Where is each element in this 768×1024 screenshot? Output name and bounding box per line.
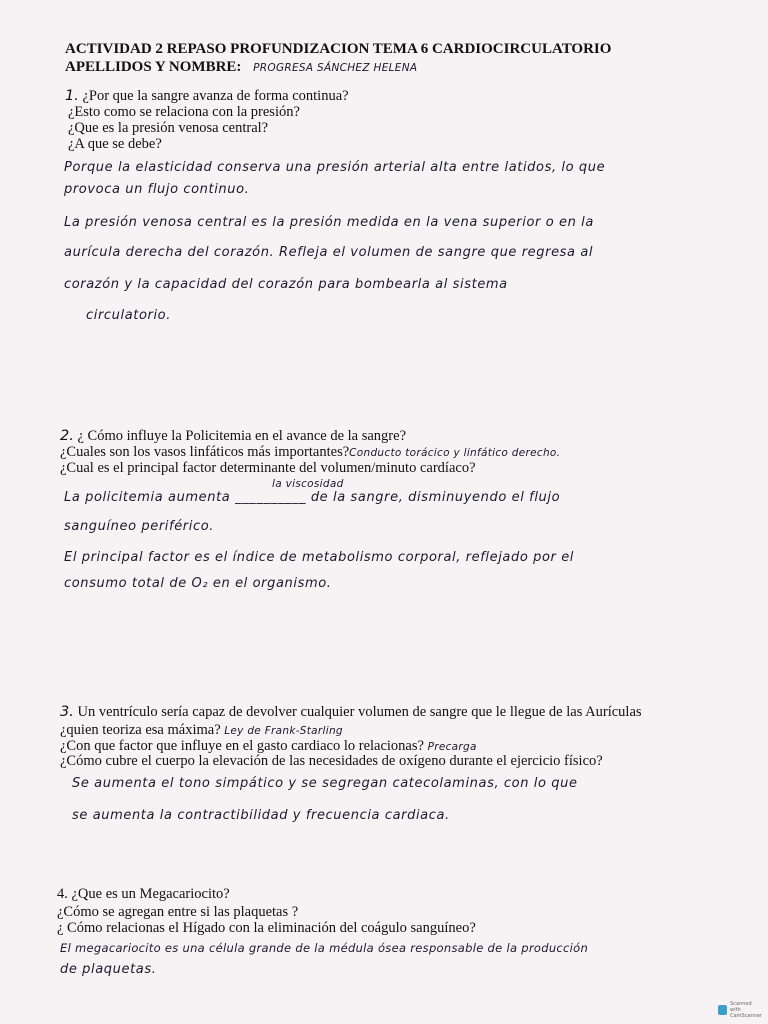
q3-line-3: ¿Con que factor que influye en el gasto cardiaco lo relacionas? Precarga: [60, 738, 477, 754]
q1-answer-line-3: La presión venosa central es la presión medida en la vena superior o en la: [64, 215, 594, 230]
q3-answer-line-2: se aumenta la contractibilidad y frecuencia cardiaca.: [72, 808, 450, 823]
q1-answer-line-1: Porque la elasticidad conserva una presión arterial alta entre latidos, lo que: [64, 160, 606, 175]
q1-line-1: 1. ¿Por que la sangre avanza de forma continua?: [65, 88, 349, 104]
q3-line-4: ¿Cómo cubre el cuerpo la elevación de las necesidades de oxígeno durante el ejercicio físico?: [60, 753, 603, 769]
q2-line-1: 2. ¿ Cómo influye la Policitemia en el avance de la sangre?: [60, 428, 407, 444]
q1-answer-line-4: aurícula derecha del corazón. Refleja el volumen de sangre que regresa al: [64, 245, 594, 260]
q3-line-3-answer: Precarga: [427, 741, 477, 753]
name-line: [65, 58, 611, 77]
q2-answer-line-3: El principal factor es el índice de metabolismo corporal, reflejado por el: [64, 550, 575, 565]
q4-answer-line-1: El megacariocito es una célula grande de la médula ósea responsable de la producción: [60, 941, 589, 955]
watermark-text: Scanned with CamScanner: [730, 1001, 762, 1019]
q1-line-4: ¿A que se debe?: [68, 136, 162, 152]
name-label: APELLIDOS Y NOMBRE:: [65, 59, 242, 75]
q2-answer-line-2: sanguíneo periférico.: [64, 519, 214, 534]
title-text: ACTIVIDAD 2 REPASO PROFUNDIZACION TEMA 6 CARDIOCIRCULATORIO: [65, 41, 612, 57]
q2-line-2: ¿Cuales son los vasos linfáticos más importantes?Conducto torácico y linfático derecho.: [60, 444, 561, 460]
q1-line-3: ¿Que es la presión venosa central?: [68, 120, 269, 136]
q2-line-3: ¿Cual es el principal factor determinante del volumen/minuto cardíaco?: [60, 460, 476, 476]
camscanner-watermark: [718, 1002, 762, 1018]
q4-answer-line-2: de plaquetas.: [60, 962, 157, 977]
q2-answer-line-4: consumo total de O₂ en el organismo.: [64, 576, 332, 591]
q3-line-1: 3. Un ventrículo sería capaz de devolver cualquier volumen de sangre que le llegue de las Aurículas: [60, 704, 642, 720]
q1-line-2: ¿Esto como se relaciona con la presión?: [68, 104, 300, 120]
q2-answer-line-1: La policitemia aumenta __________ de la sangre, disminuyendo el flujo: [64, 490, 561, 505]
q3-line-2-answer: Ley de Frank-Starling: [224, 725, 343, 737]
q2-line-2-answer: Conducto torácico y linfático derecho.: [349, 447, 561, 459]
q3-answer-line-1: Se aumenta el tono simpático y se segregan catecolaminas, con lo que: [72, 776, 578, 791]
camscanner-icon: [718, 1005, 727, 1015]
q3-line-2: ¿quien teoriza esa máxima? Ley de Frank-Starling: [60, 722, 343, 738]
q1-number: 1.: [65, 88, 79, 104]
q2-insert-above: la viscosidad: [272, 478, 344, 490]
q4-line-2: ¿Cómo se agregan entre si las plaquetas ?: [57, 904, 299, 920]
q1-answer-line-2: provoca un flujo continuo.: [64, 182, 250, 197]
q3-number: 3.: [60, 704, 74, 720]
q1-answer-line-6: circulatorio.: [86, 308, 171, 323]
q1-answer-line-5: corazón y la capacidad del corazón para bombearla al sistema: [64, 277, 508, 292]
q4-line-3: ¿ Cómo relacionas el Hígado con la eliminación del coágulo sanguíneo?: [57, 920, 476, 936]
name-value: PROGRESA SÁNCHEZ HELENA: [253, 62, 418, 74]
q2-number: 2.: [60, 428, 74, 444]
document-title: [65, 40, 611, 77]
q4-line-1: 4. ¿Que es un Megacariocito?: [57, 886, 230, 902]
